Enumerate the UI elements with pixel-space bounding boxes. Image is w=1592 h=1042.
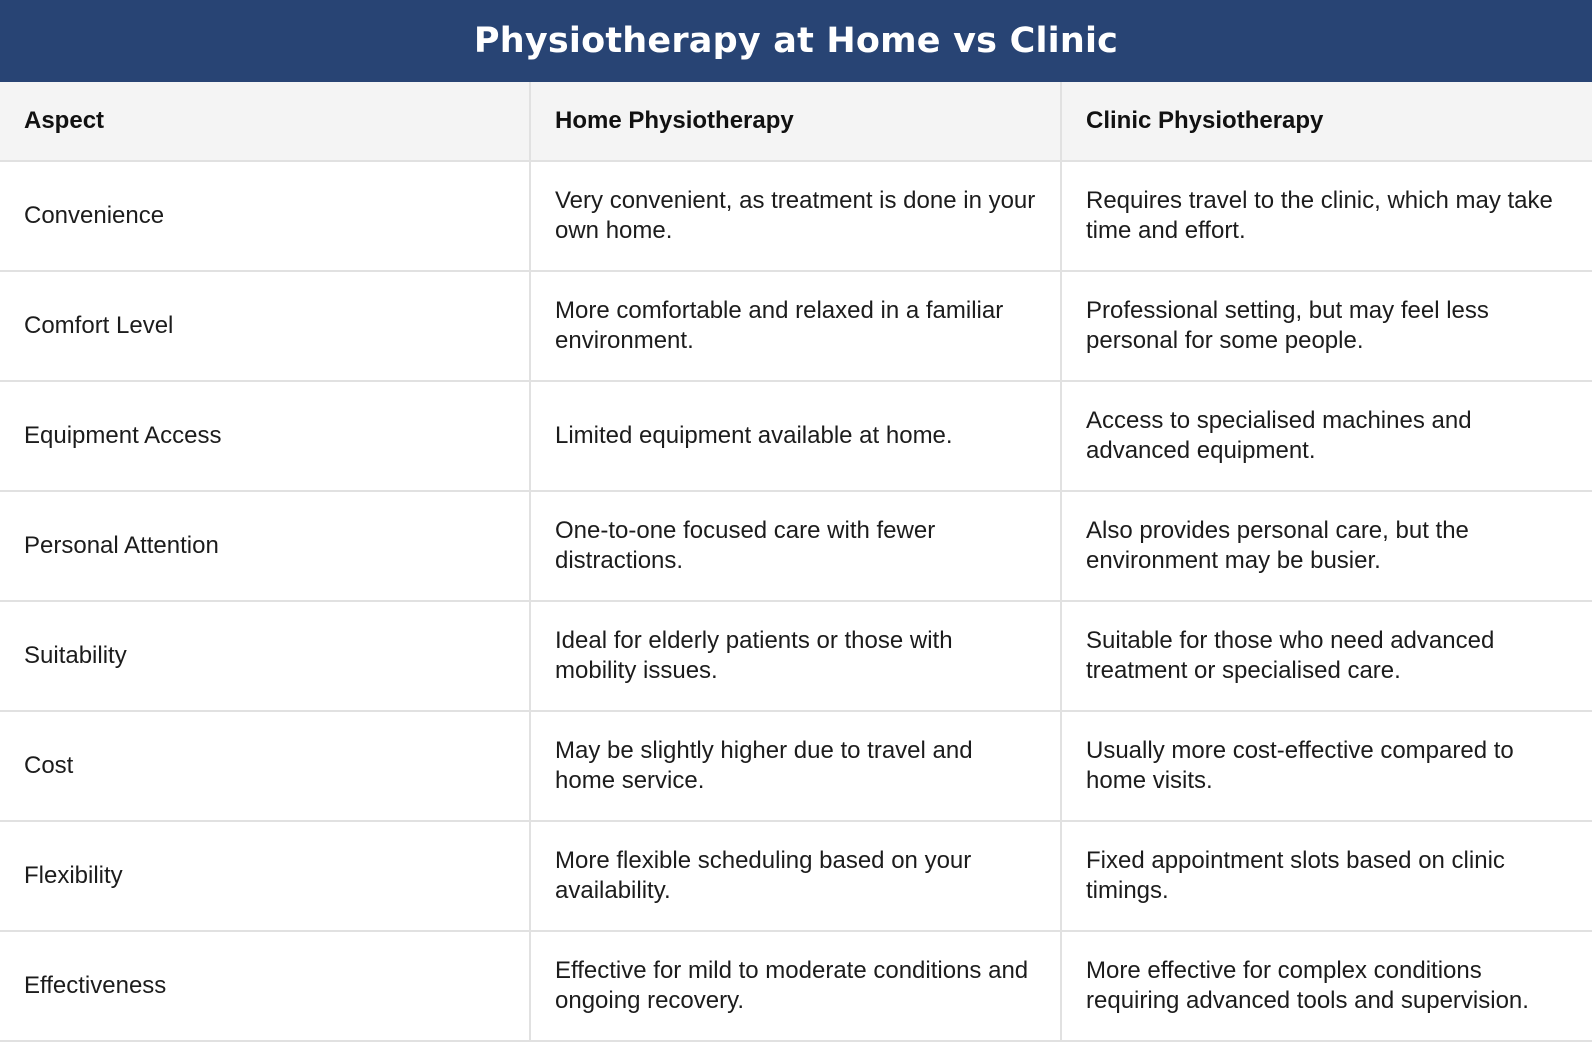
column-header-home: Home Physiotherapy xyxy=(530,82,1061,161)
table-row xyxy=(0,381,1592,491)
clinic-cell: Fixed appointment slots based on clinic timings. xyxy=(1061,821,1592,931)
aspect-cell: Equipment Access xyxy=(0,381,530,491)
aspect-cell: Effectiveness xyxy=(0,931,530,1041)
aspect-cell: Cost xyxy=(0,711,530,821)
table-row xyxy=(0,601,1592,711)
aspect-cell: Suitability xyxy=(0,601,530,711)
home-cell: More comfortable and relaxed in a familiar environment. xyxy=(530,271,1061,381)
home-cell: One-to-one focused care with fewer distractions. xyxy=(530,491,1061,601)
comparison-table xyxy=(0,82,1592,1042)
table-row xyxy=(0,491,1592,601)
home-cell: Effective for mild to moderate conditions and ongoing recovery. xyxy=(530,931,1061,1041)
home-cell: More flexible scheduling based on your availability. xyxy=(530,821,1061,931)
table-row xyxy=(0,161,1592,271)
column-header-clinic: Clinic Physiotherapy xyxy=(1061,82,1592,161)
home-cell: Ideal for elderly patients or those with mobility issues. xyxy=(530,601,1061,711)
home-cell: Very convenient, as treatment is done in your own home. xyxy=(530,161,1061,271)
aspect-cell: Comfort Level xyxy=(0,271,530,381)
clinic-cell: More effective for complex conditions requiring advanced tools and supervision. xyxy=(1061,931,1592,1041)
clinic-cell: Professional setting, but may feel less personal for some people. xyxy=(1061,271,1592,381)
table-row xyxy=(0,821,1592,931)
table-row xyxy=(0,931,1592,1041)
table-row xyxy=(0,711,1592,821)
aspect-cell: Personal Attention xyxy=(0,491,530,601)
clinic-cell: Suitable for those who need advanced treatment or specialised care. xyxy=(1061,601,1592,711)
title-bar xyxy=(0,0,1592,82)
table-header-row xyxy=(0,82,1592,161)
home-cell: May be slightly higher due to travel and home service. xyxy=(530,711,1061,821)
clinic-cell: Also provides personal care, but the environment may be busier. xyxy=(1061,491,1592,601)
page-title: Physiotherapy at Home vs Clinic xyxy=(473,21,1119,61)
table-row xyxy=(0,271,1592,381)
clinic-cell: Usually more cost-effective compared to home visits. xyxy=(1061,711,1592,821)
column-header-aspect: Aspect xyxy=(0,82,530,161)
clinic-cell: Access to specialised machines and advanced equipment. xyxy=(1061,381,1592,491)
home-cell: Limited equipment available at home. xyxy=(530,381,1061,491)
clinic-cell: Requires travel to the clinic, which may take time and effort. xyxy=(1061,161,1592,271)
aspect-cell: Convenience xyxy=(0,161,530,271)
aspect-cell: Flexibility xyxy=(0,821,530,931)
